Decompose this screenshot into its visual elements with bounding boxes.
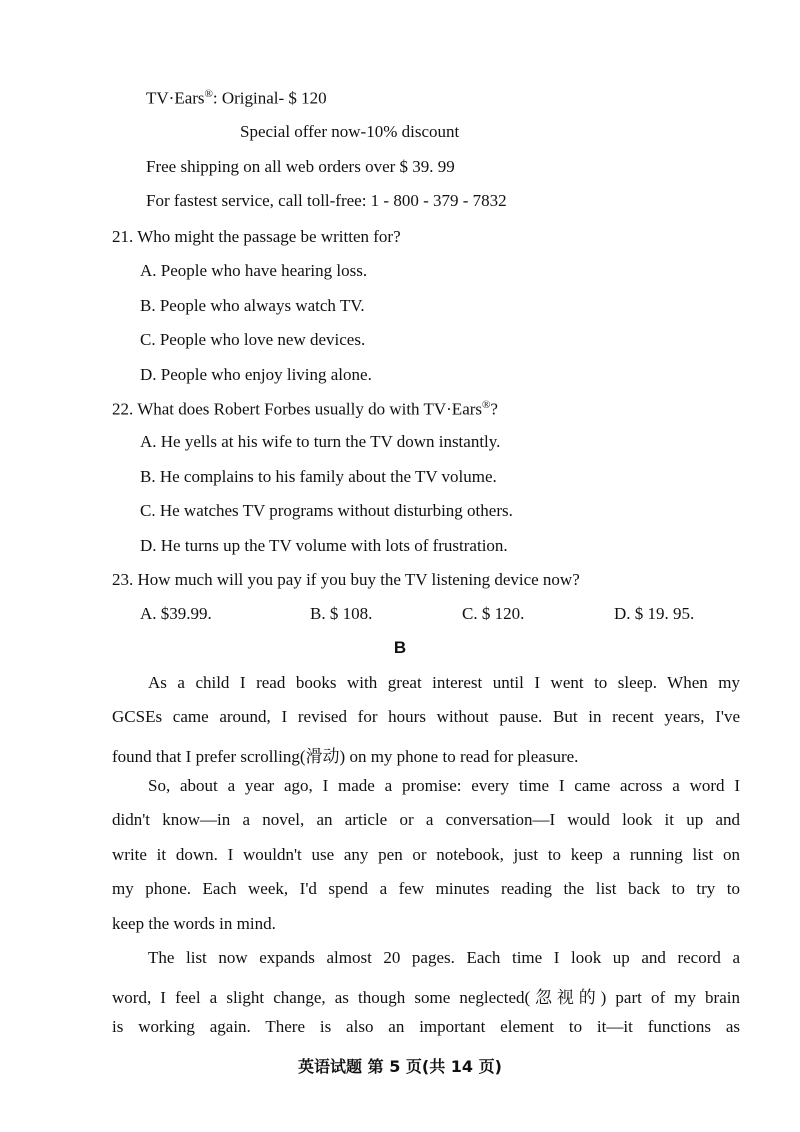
question-23-option-a: A. $39.99. (140, 604, 212, 623)
ad-offer: Special offer now-10% discount (240, 122, 460, 141)
question-23-option-d: D. $ 19. 95. (614, 604, 695, 623)
passage-line: So, about a year ago, I made a promise: every time I came across a word I (148, 776, 740, 795)
question-22-stem (112, 399, 498, 420)
passage-line: GCSEs came around, I revised for hours without pause. But in recent years, I've (112, 707, 740, 726)
question-21-option-b: B. People who always watch TV. (140, 296, 365, 315)
passage-line: found that I prefer scrolling(滑动) on my phone to read for pleasure. (112, 747, 579, 766)
passage-line: The list now expands almost 20 pages. Each time I look up and record a (148, 948, 740, 967)
ad-registered-mark: ® (204, 88, 213, 100)
question-21-option-a: A. People who have hearing loss. (140, 261, 368, 280)
question-22-option-b: B. He complains to his family about the TV volume. (140, 467, 497, 486)
question-22-option-c: C. He watches TV programs without disturbing others. (140, 501, 513, 520)
question-21-option-c: C. People who love new devices. (140, 330, 366, 349)
passage-line: my phone. Each week, I'd spend a few minutes reading the list back to try to (112, 879, 740, 898)
passage-line: keep the words in mind. (112, 914, 276, 933)
question-22-option-d: D. He turns up the TV volume with lots of frustration. (140, 536, 508, 555)
question-21-stem: 21. Who might the passage be written for? (112, 227, 401, 246)
question-22-stem-text: 22. What does Robert Forbes usually do with TV·Ears (112, 399, 483, 419)
passage-line: As a child I read books with great interest until I went to sleep. When my (148, 673, 740, 692)
ad-phone: For fastest service, call toll-free: 1 - 800 - 379 - 7832 (146, 191, 507, 210)
section-heading: B (393, 638, 407, 657)
question-21-option-d: D. People who enjoy living alone. (140, 365, 372, 384)
question-22-registered-mark: ® (482, 399, 491, 411)
passage-line: didn't know—in a novel, an article or a conversation—I would look it up and (112, 810, 740, 829)
ad-product-name: TV·Ears (146, 88, 205, 108)
passage-line: word, I feel a slight change, as though some neglected(忽视的) part of my brain (112, 988, 740, 1007)
passage-line: is working again. There is also an important element to it—it functions as (112, 1017, 740, 1036)
ad-price-line (146, 88, 327, 109)
ad-shipping: Free shipping on all web orders over $ 39. 99 (146, 157, 455, 176)
question-22-option-a: A. He yells at his wife to turn the TV down instantly. (140, 432, 501, 451)
passage-line: write it down. I wouldn't use any pen or notebook, just to keep a running list on (112, 845, 740, 864)
question-23-option-b: B. $ 108. (310, 604, 373, 623)
question-23-option-c: C. $ 120. (462, 604, 525, 623)
page-footer: 英语试题 第 5 页(共 14 页) (298, 1057, 502, 1076)
question-23-stem: 23. How much will you pay if you buy the TV listening device now? (112, 570, 580, 589)
question-22-stem-end: ? (490, 399, 498, 419)
ad-price: : Original- $ 120 (212, 88, 327, 108)
